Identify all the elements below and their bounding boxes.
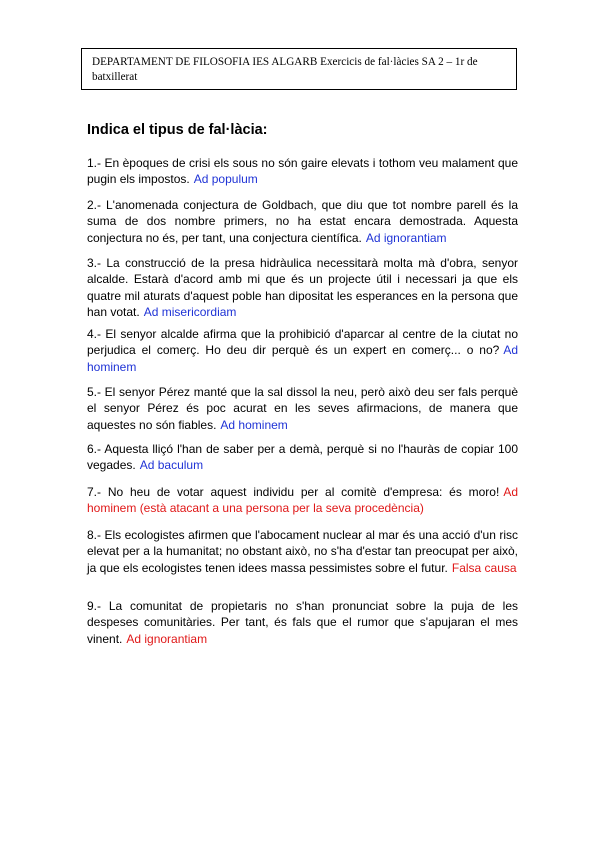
item-text: 1.- En èpoques de crisi els sous no són gaire elevats i tothom veu malament que pugin els impostos. [87, 156, 518, 187]
exercise-item-5 [87, 384, 518, 433]
exercise-item-6 [87, 441, 518, 474]
item-answer: Ad misericordiam [143, 304, 237, 319]
exercise-heading: Indica el tipus de fal·làcia: [87, 122, 268, 138]
item-text: 2.- L'anomenada conjectura de Goldbach, que diu que tot nombre parell és la suma de dos nombre primers, no ha estat encara demostrada. Aquesta conjectura no és, per tant, una conjectura científica. [87, 198, 518, 245]
item-text: 7.- No heu de votar aquest individu per al comitè d'empresa: és moro! [87, 485, 500, 499]
item-text: 8.- Els ecologistes afirmen que l'abocament nuclear al mar és una acció d'un risc elevat per a la humanitat; no obstant això, no s'ha d'estar tan preocupat per això, ja que els ecologistes tenen idees massa pessimistes sobre el futur. [87, 528, 518, 575]
item-answer: Falsa causa [451, 560, 517, 575]
item-answer: Ad ignorantiam [126, 631, 208, 646]
item-answer: Ad ignorantiam [365, 230, 447, 245]
item-answer: Ad baculum [139, 458, 204, 473]
document-header-box [81, 48, 517, 90]
exercise-item-7 [87, 484, 518, 517]
item-answer: Ad hominem [87, 343, 518, 374]
exercise-item-1 [87, 155, 518, 188]
exercise-item-3 [87, 255, 518, 320]
item-answer: Ad populum [193, 172, 258, 187]
document-header-text: DEPARTAMENT DE FILOSOFIA IES ALGARB Exercicis de fal·làcies SA 2 – 1r de batxillerat [92, 56, 478, 83]
exercise-item-8 [87, 527, 518, 576]
exercise-item-2 [87, 197, 518, 246]
item-text: 5.- El senyor Pérez manté que la sal dissol la neu, però això deu ser fals perquè el senyor Pérez és poc acurat en les seves afirmacions, de manera que aquestes no són fiables. [87, 385, 518, 432]
item-text: 3.- La construcció de la presa hidràulica necessitarà molta mà d'obra, senyor alcalde. Estarà d'acord amb mi que és un projecte útil i necessari ja que els quatre mil aturats d'aquest poble han dipositat les esperances en la persona que han votat. [87, 256, 518, 319]
exercise-item-4 [87, 326, 518, 375]
item-text: 6.- Aquesta lliçó l'han de saber per a demà, perquè si no l'hauràs de copiar 100 vegades. [87, 442, 518, 473]
item-text: 9.- La comunitat de propietaris no s'han pronunciat sobre la puja de les despeses comunitàries. Per tant, és fals que el rumor que s'apujaran el mes vinent. [87, 599, 518, 646]
item-text: 4.- El senyor alcalde afirma que la prohibició d'aparcar al centre de la ciutat no perjudica el comerç. Ho deu dir perquè és un expert en comerç... o no? [87, 327, 518, 358]
exercise-item-9 [87, 598, 518, 647]
item-answer: Ad hominem [220, 417, 288, 432]
item-answer: Ad hominem (està atacant a una persona per la seva procedència) [87, 485, 518, 516]
